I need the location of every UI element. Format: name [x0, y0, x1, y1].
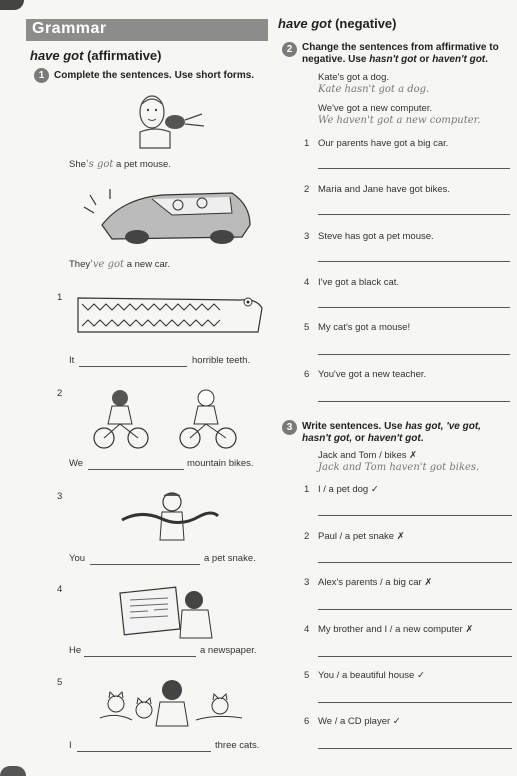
ex2-item-1-text: Our parents have got a big car. — [318, 138, 449, 149]
ex3-item-3-number: 3 — [304, 577, 310, 588]
ex3-item-4-number: 4 — [304, 624, 310, 635]
left-item-1-answer-line[interactable] — [79, 366, 187, 367]
newspaper-illustration — [118, 584, 218, 640]
ex3-item-2-number: 2 — [304, 531, 310, 542]
left-item-2-pre: We — [69, 458, 84, 469]
ex3-item-6-number: 6 — [304, 716, 310, 727]
ex3-item-1-answer-line[interactable] — [318, 515, 512, 516]
exercise-1-badge: 1 — [34, 68, 49, 83]
right-title-sub: (negative) — [331, 16, 397, 31]
ex2-item-1-answer-line[interactable] — [318, 168, 510, 169]
example-2-pre: They — [69, 259, 91, 270]
ex2-item-5-text: My cat's got a mouse! — [318, 322, 411, 333]
right-section-title — [278, 16, 396, 31]
example-1-post: a pet mouse. — [113, 159, 171, 170]
right-title-main: have got — [278, 16, 332, 31]
ex3-instr-c: hasn't got, — [302, 433, 353, 444]
exercise-3-instruction — [302, 421, 514, 445]
ex3-item-1-text: I / a pet dog ✓ — [318, 484, 379, 495]
left-item-3-pre: You — [69, 553, 86, 564]
ex2-item-3-text: Steve has got a pet mouse. — [318, 231, 434, 242]
car-illustration — [82, 185, 254, 247]
example-2-post: a new car. — [124, 259, 171, 270]
ex2-item-5-number: 5 — [304, 322, 310, 333]
ex2-instr-b: negative. Use — [302, 54, 370, 65]
ex2-instr-c: hasn't got — [369, 54, 417, 65]
example-1-answer: 's got — [85, 159, 114, 170]
example-2-answer: 've got — [90, 259, 125, 270]
crocodile-illustration — [70, 292, 270, 340]
example-2-sentence — [69, 259, 170, 270]
ex2-item-2-number: 2 — [304, 184, 310, 195]
left-item-3-post: a pet snake. — [204, 553, 256, 564]
ex2-item-3-number: 3 — [304, 231, 310, 242]
ex3-item-5-number: 5 — [304, 670, 310, 681]
left-item-3-number: 3 — [57, 491, 63, 502]
left-title-sub: (affirmative) — [83, 48, 162, 63]
ex2-item-5-answer-line[interactable] — [318, 354, 510, 355]
exercise-3-badge: 3 — [282, 420, 297, 435]
ex3-instr-b: has got, 've got, — [405, 421, 481, 432]
ex2-example-1-answer: Kate hasn't got a dog. — [318, 84, 430, 95]
left-item-4-number: 4 — [57, 584, 63, 595]
ex2-item-4-answer-line[interactable] — [318, 307, 510, 308]
ex2-example-2-answer: We haven't got a new computer. — [318, 115, 481, 126]
ex2-item-4-number: 4 — [304, 277, 310, 288]
ex3-instr-f: . — [420, 433, 424, 444]
ex2-item-4-text: I've got a black cat. — [318, 277, 400, 288]
ex3-item-5-text: You / a beautiful house ✓ — [318, 670, 425, 681]
left-item-5-number: 5 — [57, 677, 63, 688]
ex3-example-answer: Jack and Tom haven't got bikes. — [318, 462, 480, 473]
girl-parrot-illustration — [130, 92, 210, 152]
ex2-example-2-question: We've got a new computer. — [318, 103, 433, 114]
exercise-2-instruction — [302, 42, 514, 66]
ex3-instr-a: Write sentences. Use — [302, 421, 406, 432]
ex3-item-3-text: Alex's parents / a big car ✗ — [318, 577, 433, 588]
ex3-item-6-text: We / a CD player ✓ — [318, 716, 401, 727]
ex2-item-3-answer-line[interactable] — [318, 261, 510, 262]
ex2-item-6-text: You've got a new teacher. — [318, 369, 427, 380]
ex3-item-4-text: My brother and I / a new computer ✗ — [318, 624, 474, 635]
ex3-item-4-answer-line[interactable] — [318, 656, 512, 657]
cats-illustration — [96, 676, 246, 728]
ex3-item-2-text: Paul / a pet snake ✗ — [318, 531, 405, 542]
ex2-instr-d: or — [416, 54, 433, 65]
ex2-instr-a: Change the sentences from affirmative to — [302, 42, 499, 53]
ex3-item-6-answer-line[interactable] — [318, 748, 512, 749]
example-1-pre: She — [69, 159, 86, 170]
left-item-1-number: 1 — [57, 292, 63, 303]
left-item-5-post: three cats. — [215, 740, 260, 751]
left-item-2-post: mountain bikes. — [187, 458, 254, 469]
corner-mark-bottom — [0, 766, 26, 776]
left-item-5-pre: I — [69, 740, 72, 751]
left-item-2-answer-line[interactable] — [88, 469, 184, 470]
corner-mark-top — [0, 0, 24, 10]
ex2-instr-e: haven't got — [432, 54, 486, 65]
snake-illustration — [120, 490, 220, 546]
ex3-item-5-answer-line[interactable] — [318, 702, 512, 703]
left-item-4-post: a newspaper. — [200, 645, 257, 656]
left-item-1-pre: It — [69, 355, 75, 366]
ex3-instr-e: haven't got — [367, 433, 421, 444]
cyclists-illustration — [90, 388, 250, 450]
left-item-4-answer-line[interactable] — [84, 656, 196, 657]
grammar-banner — [26, 19, 268, 41]
ex2-instr-f: . — [485, 54, 488, 65]
ex2-item-2-text: Maria and Jane have got bikes. — [318, 184, 451, 195]
left-section-title — [30, 48, 162, 63]
left-item-2-number: 2 — [57, 388, 63, 399]
ex2-item-2-answer-line[interactable] — [318, 214, 510, 215]
left-item-3-answer-line[interactable] — [90, 564, 200, 565]
banner-label: Grammar — [32, 20, 107, 37]
exercise-2-badge: 2 — [282, 42, 297, 57]
ex2-item-1-number: 1 — [304, 138, 310, 149]
left-item-1-post: horrible teeth. — [192, 355, 251, 366]
ex3-example-question: Jack and Tom / bikes ✗ — [318, 450, 418, 461]
example-1-sentence — [69, 159, 171, 170]
ex2-item-6-number: 6 — [304, 369, 310, 380]
left-item-4-pre: He — [69, 645, 82, 656]
ex3-item-1-number: 1 — [304, 484, 310, 495]
ex3-item-3-answer-line[interactable] — [318, 609, 512, 610]
ex3-instr-d: or — [352, 433, 368, 444]
left-item-1-sentence — [69, 355, 74, 366]
exercise-1-instruction: Complete the sentences. Use short forms. — [54, 70, 255, 81]
ex3-item-2-answer-line[interactable] — [318, 562, 512, 563]
ex2-example-1-question: Kate's got a dog. — [318, 72, 390, 83]
ex2-item-6-answer-line[interactable] — [318, 401, 510, 402]
left-title-main: have got — [30, 48, 84, 63]
left-item-5-answer-line[interactable] — [77, 751, 211, 752]
